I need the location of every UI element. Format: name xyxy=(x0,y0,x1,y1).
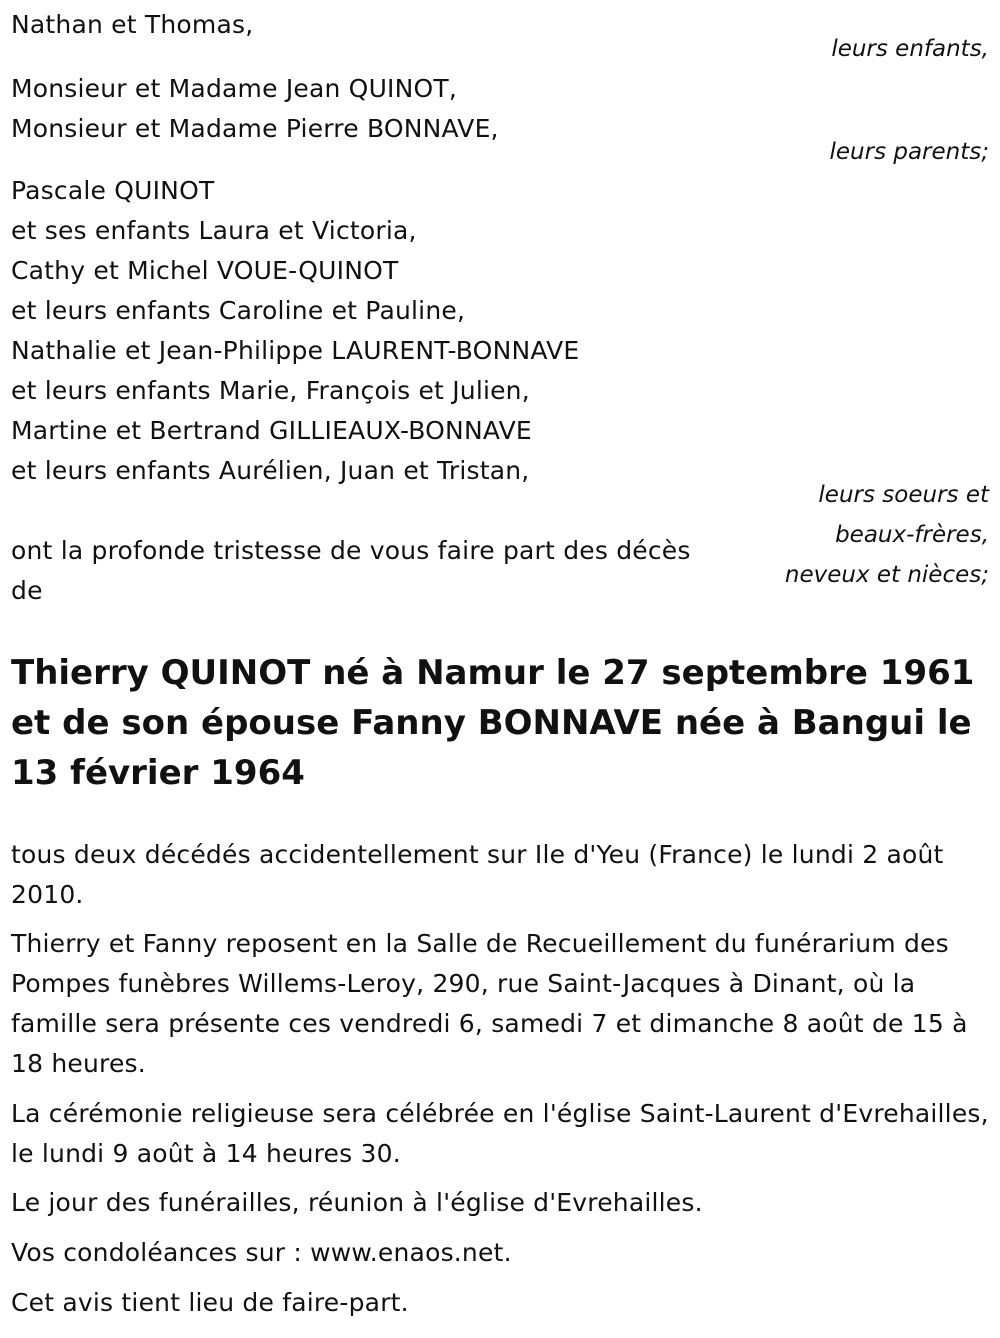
sibling-line-6: et leurs enfants Marie, François et Julien, xyxy=(11,376,530,405)
sibling-line-3: Cathy et Michel VOUE-QUINOT xyxy=(11,256,399,285)
sibling-line-4: et leurs enfants Caroline et Pauline, xyxy=(11,296,466,325)
children-names: Nathan et Thomas, xyxy=(11,10,254,39)
parents-role: leurs parents; xyxy=(829,139,989,165)
sibling-line-7: Martine et Bertrand GILLIEAUX-BONNAVE xyxy=(11,416,532,445)
sibling-line-8: et leurs enfants Aurélien, Juan et Tristan, xyxy=(11,456,530,485)
deceased-headline: Thierry QUINOT né à Namur le 27 septembre 1961 et de son épouse Fanny BONNAVE née à Bangui le 13 février 1964 xyxy=(11,653,975,793)
funeral-gathering: Le jour des funérailles, réunion à l'église d'Evrehailles. xyxy=(11,1188,703,1217)
sibling-line-1: Pascale QUINOT xyxy=(11,176,215,205)
children-role: leurs enfants, xyxy=(831,36,989,62)
parents-line-1: Monsieur et Madame Jean QUINOT, xyxy=(11,74,458,103)
announcement-line-1: ont la profonde tristesse de vous faire part des décès xyxy=(11,536,691,565)
sibling-line-2: et ses enfants Laura et Victoria, xyxy=(11,216,417,245)
siblings-role-2: beaux-frères, xyxy=(835,522,989,548)
siblings-role-3: neveux et nièces; xyxy=(784,562,989,588)
death-details: tous deux décédés accidentellement sur Ile d'Yeu (France) le lundi 2 août 2010. xyxy=(11,840,944,909)
siblings-role-1: leurs soeurs et xyxy=(818,482,989,508)
announcement-line-2: de xyxy=(11,576,43,605)
ceremony-details: La cérémonie religieuse sera célébrée en l'église Saint-Laurent d'Evrehailles, le lundi 9 août à 14 heures 30. xyxy=(11,1099,989,1168)
sibling-line-5: Nathalie et Jean-Philippe LAURENT-BONNAVE xyxy=(11,336,580,365)
viewing-details: Thierry et Fanny reposent en la Salle de Recueillement du funérarium des Pompes funèbres Willems-Leroy, 290, rue Saint-Jacques à Dinant, où la famille sera présente ces vendredi 6, samedi 7 et dimanche 8 août de 15 à 18 heures. xyxy=(11,929,968,1078)
condolences-info: Vos condoléances sur : www.enaos.net. xyxy=(11,1238,512,1267)
parents-line-2: Monsieur et Madame Pierre BONNAVE, xyxy=(11,114,499,143)
notice-statement: Cet avis tient lieu de faire-part. xyxy=(11,1288,409,1317)
